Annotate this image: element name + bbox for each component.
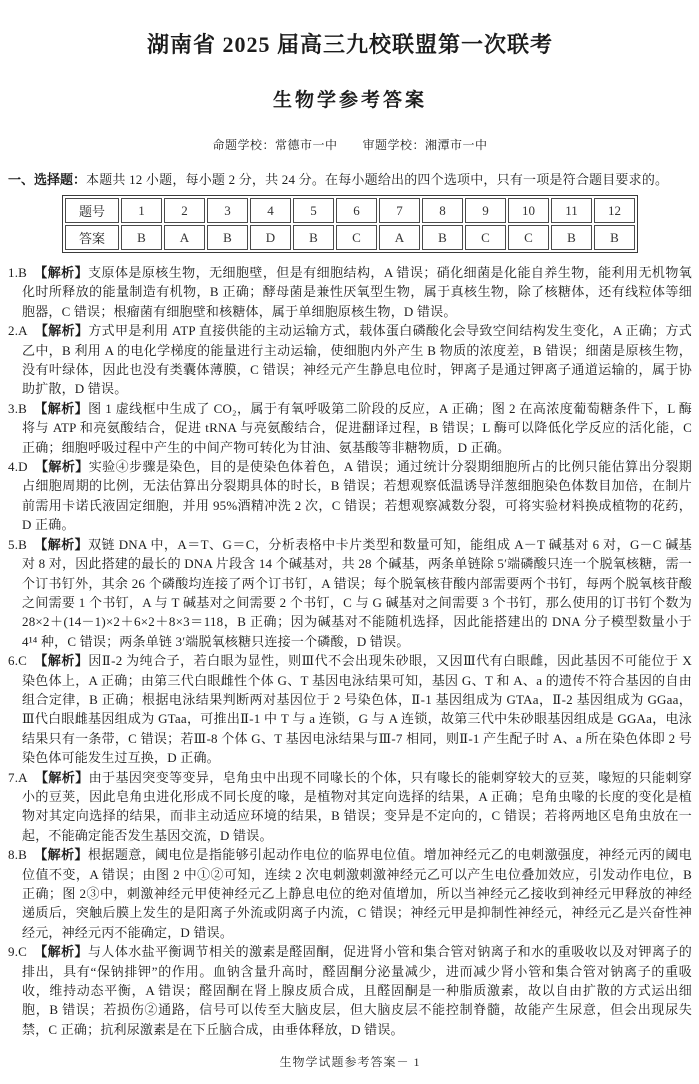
question-number-cell: 7 (379, 198, 420, 223)
explanation-text: 图 1 虚线框中生成了 CO₂，属于有氧呼吸第二阶段的反应，A 正确；图 2 在高浓度葡萄糖条件下，L 酶将与 ATP 和亮氨酸结合，促进 tRNA 与亮氨酸结合，促进翻译过程，B 错误；L 酶可以降低化学反应的活化能，C 正确；细胞呼吸过程中产生的中间产物可转化为甘油、氨基酸等非糖物质，D 正确。 (22, 400, 692, 455)
question-number-cell: 1 (121, 198, 162, 223)
section-description: 本题共 12 小题，每小题 2 分，共 24 分。在每小题给出的四个选项中，只有一项是符合题目要求的。 (86, 172, 669, 187)
analysis-label: 【解析】 (34, 265, 89, 280)
explanation-answer: 8.B (8, 847, 28, 863)
explanation-answer: 2.A (8, 323, 28, 339)
question-number-cell: 2 (164, 198, 205, 223)
analysis-label: 【解析】 (34, 944, 88, 960)
explanation-item (8, 399, 692, 457)
row-header-answer: 答案 (65, 225, 119, 250)
question-number-cell: 4 (250, 198, 291, 223)
exam-title: 湖南省 2025 届高三九校联盟第一次联考 (146, 32, 553, 57)
explanation-text: 由于基因突变等变异，皂角虫中出现不同喙长的个体，只有喙长的能刺穿较大的豆荚，喙短的只能刺穿小的豆荚，因此皂角虫进化形成不同长度的喙，是植物对其定向选择的结果，A 正确；皂角虫喙的长度的变化是植物对其定向选择的结果，而非主动适应环境的结果，B 错误；变异是不定向的，C 错误；若将两地区皂角虫放在一起，不能确定能否发生基因交流，D 错误。 (22, 769, 692, 843)
explanation-answer: 4.D (8, 459, 28, 475)
answer-cell: B (551, 225, 592, 250)
explanation-item (8, 321, 692, 399)
answer-cell: C (336, 225, 377, 250)
explanation-text: 与人体水盐平衡调节相关的激素是醛固酮，促进肾小管和集合管对钠离子和水的重吸收以及对钾离子的排出，具有“保钠排钾”的作用。血钠含量升高时，醛固酮分泌量减少，进而减少肾小管和集合管对钠离子的重吸收，维持动态平衡，A 错误；醛固酮在肾上腺皮质合成，且醛固酮是一种脂质激素，故以自由扩散的方式运出细胞，B 错误；若损伤②通路，信号可以传至大脑皮层，但大脑皮层不能控制脊髓，故能产生尿意，但会出现尿失禁，C 正确；抗利尿激素是在下丘脑合成，由垂体释放，D 错误。 (22, 944, 692, 1037)
explanation-text: 方式甲是利用 ATP 直接供能的主动运输方式，载体蛋白磷酸化会导致空间结构发生变化，A 正确；方式乙中，B 利用 A 的电化学梯度的能量进行主动运输，使细胞内外产生 B 物质的浓度差，B 错误；细菌是原核生物，没有叶绿体，因此也没有类囊体薄膜，C 错误；神经元产生静息电位时，钾离子是通过钾离子通道运输的，属于协助扩散，D 错误。 (22, 323, 692, 397)
answer-cell: C (465, 225, 506, 250)
analysis-label: 【解析】 (34, 400, 89, 416)
question-number-cell: 8 (422, 198, 463, 223)
question-number-cell: 6 (336, 198, 377, 223)
analysis-label: 【解析】 (34, 536, 89, 552)
question-number-cell: 5 (293, 198, 334, 223)
explanation-text: 支原体是原核生物，无细胞壁，但是有细胞结构，A 错误；硝化细菌是化能自养生物，能利用无机物氧化时所释放的能量制造有机物，B 正确；酵母菌是兼性厌氧型生物，属于真核生物，除了核糖体，还有线粒体等细胞器，C 错误；根瘤菌有细胞壁和核糖体，属于单细胞原核生物，D 错误。 (22, 265, 692, 319)
explanation-item (8, 457, 692, 535)
explanations (8, 263, 692, 1039)
question-number-cell: 10 (508, 198, 549, 223)
analysis-label: 【解析】 (34, 323, 89, 339)
answer-cell: C (508, 225, 549, 250)
explanation-answer: 7.A (8, 769, 28, 785)
explanation-item (8, 263, 692, 321)
answer-cell: B (121, 225, 162, 250)
answer-cell: B (293, 225, 334, 250)
page-footer: 生物学试题参考答案－ 1 (279, 1055, 421, 1070)
explanation-answer: 3.B (8, 400, 28, 416)
question-number-cell: 12 (594, 198, 635, 223)
answer-cell: B (207, 225, 248, 250)
analysis-label: 【解析】 (34, 847, 88, 863)
row-header-question-number: 题号 (65, 198, 119, 223)
explanation-item (8, 942, 692, 1039)
explanation-answer: 6.C (8, 653, 28, 669)
question-number-cell: 3 (207, 198, 248, 223)
explanation-answer: 1.B (8, 265, 28, 280)
explanation-item (8, 845, 692, 942)
analysis-label: 【解析】 (34, 653, 89, 669)
section-heading (8, 169, 692, 188)
analysis-label: 【解析】 (34, 459, 89, 475)
question-number-cell: 11 (551, 198, 592, 223)
explanation-text: 因Ⅱ-2 为纯合子，若白眼为显性，则Ⅲ代不会出现朱砂眼，又因Ⅲ代有白眼雌，因此基因不可能位于 X 染色体上，A 正确；由第三代白眼雌性个体 G、T 基因电泳结果可知，基因 G、T 和 A、a 的遗传不符合基因的自由组合定律，B 正确；根据电泳结果判断两对基因位于 2 号染色体，Ⅱ-1 基因组成为 GTAa，Ⅱ-2 基因组成为 GGaa，Ⅲ代白眼雌基因组成为 GTaa，可推出Ⅱ-1 中 T 与 a 连锁，G 与 A 连锁，故第三代中朱砂眼基因组成是 GGAa，电泳结果只有一条带，C 错误；若Ⅲ-8 个体 G、T 基因电泳结果与Ⅲ-7 相同，则Ⅱ-1 产生配子时 A、a 所在染色体即 2 号染色体可能发生过互换，D 正确。 (22, 653, 692, 766)
explanation-text: 双链 DNA 中，A＝T、G＝C，分析表格中卡片类型和数量可知，能组成 A－T 碱基对 6 对，G－C 碱基对 8 对，因此搭建的最长的 DNA 片段含 14 个碱基对，共 28 个碱基，两条单链除 5′端磷酸只连一个脱氧核糖，需一个订书钉外，其余 26 个磷酸均连接了两个订书钉，A 错误；每个脱氧核苷酸内部需要两个书钉，每两个脱氧核苷酸之间需要 1 个书钉，A 与 T 碱基对之间需要 2 个书钉，C 与 G 碱基对之间需要 3 个书钉，那么使用的订书钉个数为 28×2＋(14－1)×2＋6×2＋8×3＝118，B 正确；因为碱基对不能随机选择，因此能搭建出的 DNA 分子模型数量小于 4¹⁴ 种，C 错误；两条单链 3′端脱氧核糖只连接一个磷酸，D 错误。 (22, 536, 692, 649)
answer-cell: D (250, 225, 291, 250)
answer-cell: A (164, 225, 205, 250)
explanation-answer: 5.B (8, 536, 28, 552)
explanation-text: 实验④步骤是染色，目的是使染色体着色，A 错误；通过统计分裂期细胞所占的比例只能估算出分裂期占细胞周期的比例，无法估算出分裂期具体的时长，B 错误；若想观察低温诱导洋葱细胞染色体数目加倍，在制片前需用卡诺氏液固定细胞，并用 95%酒精冲洗 2 次，C 错误；若想观察减数分裂，可将实验材料换成植物的花药，D 正确。 (22, 459, 692, 533)
answer-cell: B (594, 225, 635, 250)
explanation-answer: 9.C (8, 944, 28, 960)
explanation-item (8, 651, 692, 767)
answer-cell: A (379, 225, 420, 250)
explanation-item (8, 768, 692, 846)
question-number-cell: 9 (465, 198, 506, 223)
answer-cell: B (422, 225, 463, 250)
schools-line: 命题学校：常德市一中 审题学校：湘潭市一中 (212, 138, 488, 152)
analysis-label: 【解析】 (34, 769, 89, 785)
section-label: 一、选择题： (8, 172, 87, 187)
answer-table (62, 195, 638, 253)
answer-table-answer-row (65, 225, 635, 250)
answer-table-number-row (65, 198, 635, 223)
explanation-item (8, 535, 692, 651)
subject-title: 生物学参考答案 (272, 90, 427, 111)
explanation-text: 根据题意，阈电位是指能够引起动作电位的临界电位值。增加神经元乙的电刺激强度，神经元丙的阈电位值不变，A 错误；由图 2 中①②可知，连续 2 次电刺激刺激神经元乙可以产生电位叠加效应，引发动作电位，B 正确；图 2③中，刺激神经元甲使神经元乙上静息电位的绝对值增加，所以当神经元乙接收到神经元甲释放的神经递质后，突触后膜上发生的是阳离子外流或阴离子内流，C 错误；神经元甲是抑制性神经元，神经元乙是兴奋性神经元，神经元丙不能确定，D 错误。 (22, 847, 692, 940)
